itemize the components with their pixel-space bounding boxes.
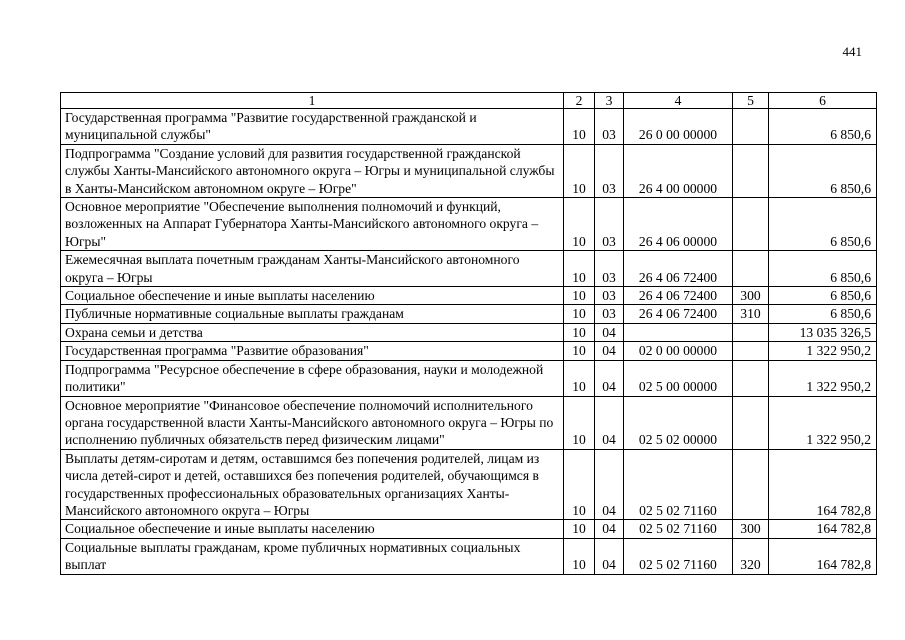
row-amount: 164 782,8 xyxy=(769,520,877,538)
row-name: Подпрограмма "Ресурсное обеспечение в сфере образования, науки и молодежной политики" xyxy=(61,360,564,396)
row-target-code: 26 4 06 00000 xyxy=(624,198,733,251)
row-target-code: 26 4 06 72400 xyxy=(624,251,733,287)
row-subsection: 04 xyxy=(595,538,624,574)
row-amount: 1 322 950,2 xyxy=(769,360,877,396)
row-expense-type xyxy=(733,198,769,251)
row-target-code xyxy=(624,323,733,341)
row-section: 10 xyxy=(564,323,595,341)
row-subsection: 03 xyxy=(595,198,624,251)
row-target-code: 02 5 02 00000 xyxy=(624,396,733,449)
row-section: 10 xyxy=(564,144,595,197)
row-section: 10 xyxy=(564,396,595,449)
row-target-code: 02 0 00 00000 xyxy=(624,342,733,360)
table-row xyxy=(61,144,877,197)
header-col-4: 4 xyxy=(624,93,733,109)
row-name: Социальное обеспечение и иные выплаты населению xyxy=(61,520,564,538)
row-expense-type: 320 xyxy=(733,538,769,574)
row-expense-type xyxy=(733,251,769,287)
row-subsection: 04 xyxy=(595,323,624,341)
row-name: Основное мероприятие "Финансовое обеспечение полномочий исполнительного органа государственной власти Ханты-Мансийского автономного округа – Югры по исполнению публичных обязательств перед физическим лицами" xyxy=(61,396,564,449)
table-row xyxy=(61,323,877,341)
row-amount: 6 850,6 xyxy=(769,144,877,197)
row-subsection: 03 xyxy=(595,109,624,145)
row-section: 10 xyxy=(564,287,595,305)
row-section: 10 xyxy=(564,538,595,574)
row-name: Ежемесячная выплата почетным гражданам Ханты-Мансийского автономного округа – Югры xyxy=(61,251,564,287)
row-expense-type xyxy=(733,396,769,449)
row-section: 10 xyxy=(564,360,595,396)
row-amount: 6 850,6 xyxy=(769,287,877,305)
row-subsection: 04 xyxy=(595,342,624,360)
table-row xyxy=(61,251,877,287)
table-row xyxy=(61,342,877,360)
header-col-1: 1 xyxy=(61,93,564,109)
row-name: Социальные выплаты гражданам, кроме публичных нормативных социальных выплат xyxy=(61,538,564,574)
row-section: 10 xyxy=(564,520,595,538)
row-target-code: 26 4 06 72400 xyxy=(624,287,733,305)
row-amount: 13 035 326,5 xyxy=(769,323,877,341)
row-name: Государственная программа "Развитие образования" xyxy=(61,342,564,360)
row-expense-type: 310 xyxy=(733,305,769,323)
header-col-6: 6 xyxy=(769,93,877,109)
row-amount: 164 782,8 xyxy=(769,538,877,574)
row-name: Основное мероприятие "Обеспечение выполнения полномочий и функций, возложенных на Аппарат Губернатора Ханты-Мансийского автономного округа – Югры" xyxy=(61,198,564,251)
row-expense-type xyxy=(733,109,769,145)
table-row xyxy=(61,449,877,520)
row-amount: 6 850,6 xyxy=(769,305,877,323)
table-row xyxy=(61,287,877,305)
row-name: Публичные нормативные социальные выплаты гражданам xyxy=(61,305,564,323)
row-name: Подпрограмма "Создание условий для развития государственной гражданской службы Ханты-Мансийского автономного округа – Югры и муниципальной службы в Ханты-Мансийском автономном округе – Югре" xyxy=(61,144,564,197)
header-col-2: 2 xyxy=(564,93,595,109)
table-row xyxy=(61,198,877,251)
row-section: 10 xyxy=(564,449,595,520)
budget-table-body xyxy=(61,93,877,575)
row-expense-type xyxy=(733,144,769,197)
page-number: 441 xyxy=(842,44,862,59)
row-name: Выплаты детям-сиротам и детям, оставшимся без попечения родителей, лицам из числа детей-сирот и детей, оставшихся без попечения родителей, обучающимся в государственных профессиональных образовательных организациях Ханты-Мансийского автономного округа – Югры xyxy=(61,449,564,520)
row-subsection: 03 xyxy=(595,305,624,323)
row-expense-type xyxy=(733,360,769,396)
table-row xyxy=(61,109,877,145)
table-row xyxy=(61,538,877,574)
row-target-code: 26 0 00 00000 xyxy=(624,109,733,145)
row-amount: 6 850,6 xyxy=(769,198,877,251)
row-subsection: 04 xyxy=(595,360,624,396)
row-subsection: 03 xyxy=(595,287,624,305)
row-subsection: 04 xyxy=(595,396,624,449)
row-target-code: 02 5 02 71160 xyxy=(624,538,733,574)
row-target-code: 26 4 00 00000 xyxy=(624,144,733,197)
row-expense-type xyxy=(733,342,769,360)
row-expense-type xyxy=(733,323,769,341)
row-section: 10 xyxy=(564,305,595,323)
header-col-5: 5 xyxy=(733,93,769,109)
row-expense-type: 300 xyxy=(733,287,769,305)
row-name: Социальное обеспечение и иные выплаты населению xyxy=(61,287,564,305)
row-subsection: 03 xyxy=(595,251,624,287)
row-target-code: 26 4 06 72400 xyxy=(624,305,733,323)
table-row xyxy=(61,305,877,323)
row-amount: 164 782,8 xyxy=(769,449,877,520)
row-amount: 6 850,6 xyxy=(769,109,877,145)
row-target-code: 02 5 00 00000 xyxy=(624,360,733,396)
row-amount: 1 322 950,2 xyxy=(769,342,877,360)
row-target-code: 02 5 02 71160 xyxy=(624,520,733,538)
row-expense-type xyxy=(733,449,769,520)
row-name: Охрана семьи и детства xyxy=(61,323,564,341)
row-name: Государственная программа "Развитие государственной гражданской и муниципальной службы" xyxy=(61,109,564,145)
row-amount: 6 850,6 xyxy=(769,251,877,287)
table-row xyxy=(61,396,877,449)
table-header-row xyxy=(61,93,877,109)
header-col-3: 3 xyxy=(595,93,624,109)
row-subsection: 03 xyxy=(595,144,624,197)
table-row xyxy=(61,520,877,538)
row-section: 10 xyxy=(564,251,595,287)
row-section: 10 xyxy=(564,198,595,251)
row-section: 10 xyxy=(564,109,595,145)
table-row xyxy=(61,360,877,396)
row-target-code: 02 5 02 71160 xyxy=(624,449,733,520)
row-subsection: 04 xyxy=(595,449,624,520)
budget-table xyxy=(60,92,877,575)
row-subsection: 04 xyxy=(595,520,624,538)
row-section: 10 xyxy=(564,342,595,360)
row-amount: 1 322 950,2 xyxy=(769,396,877,449)
row-expense-type: 300 xyxy=(733,520,769,538)
